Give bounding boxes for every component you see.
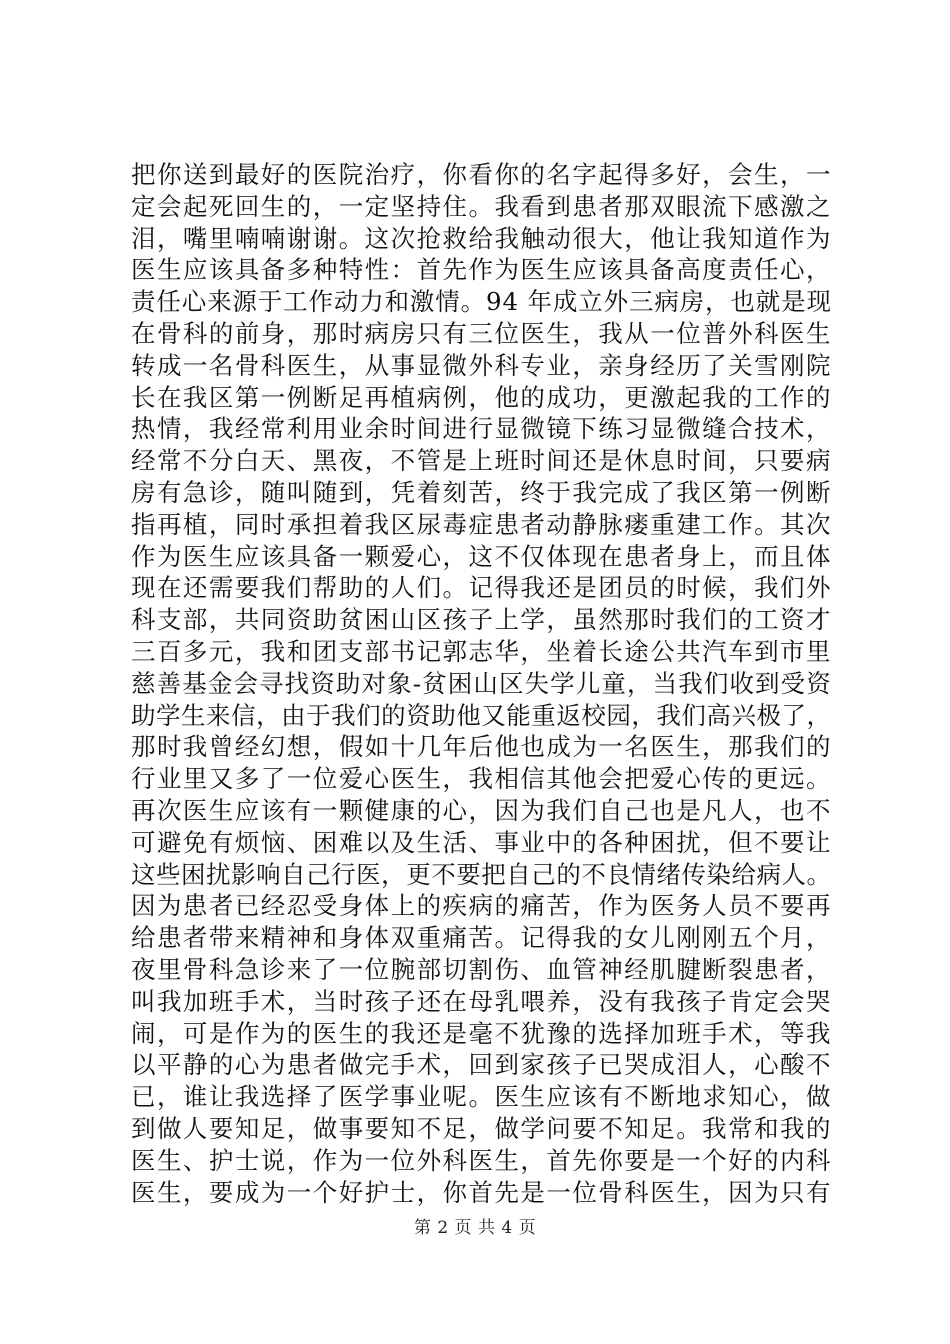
text-line: 把你送到最好的医院治疗，你看你的名字起得多好，会生，一 <box>131 160 832 189</box>
text-line: 闹，可是作为的医生的我还是毫不犹豫的选择加班手术，等我 <box>131 1018 832 1048</box>
text-line: 给患者带来精神和身体双重痛苦。记得我的女儿刚刚五个月， <box>131 923 832 953</box>
page-number-footer: 第 2 页 共 4 页 <box>413 1218 537 1238</box>
text-line: 热情，我经常利用业余时间进行显微镜下练习显微缝合技术， <box>131 414 832 444</box>
text-line: 科支部，共同资助贫困山区孩子上学，虽然那时我们的工资才 <box>131 605 832 635</box>
text-line: 行业里又多了一位爱心医生，我相信其他会把爱心传的更远。 <box>131 764 832 794</box>
text-line: 可避免有烦恼、困难以及生活、事业中的各种困扰，但不要让 <box>131 827 832 857</box>
text-line: 因为患者已经忍受身体上的疾病的痛苦，作为医务人员不要再 <box>131 891 832 921</box>
body-paragraph <box>131 159 831 1208</box>
text-line: 在骨科的前身，那时病房只有三位医生，我从一位普外科医生 <box>131 318 832 348</box>
text-line: 现在还需要我们帮助的人们。记得我还是团员的时候，我们外 <box>131 573 832 603</box>
text-line: 慈善基金会寻找资助对象-贫困山区失学儿童，当我们收到受资 <box>131 668 832 698</box>
text-line: 指再植，同时承担着我区尿毒症患者动静脉瘘重建工作。其次 <box>131 509 832 539</box>
text-line: 作为医生应该具备一颗爱心，这不仅体现在患者身上，而且体 <box>131 541 832 571</box>
text-line: 到做人要知足，做事要知不足，做学问要不知足。我常和我的 <box>131 1113 832 1143</box>
text-line: 夜里骨科急诊来了一位腕部切割伤、血管神经肌腱断裂患者， <box>131 954 832 984</box>
text-line: 助学生来信，由于我们的资助他又能重返校园，我们高兴极了， <box>131 700 832 730</box>
text-line: 责任心来源于工作动力和激情。94 年成立外三病房，也就是现 <box>131 287 832 317</box>
text-line: 三百多元，我和团支部书记郭志华，坐着长途公共汽车到市里 <box>131 636 832 666</box>
text-line: 房有急诊，随叫随到，凭着刻苦，终于我完成了我区第一例断 <box>131 477 832 507</box>
text-line: 那时我曾经幻想，假如十几年后他也成为一名医生，那我们的 <box>131 732 832 762</box>
text-line: 已，谁让我选择了医学事业呢。医生应该有不断地求知心，做 <box>131 1082 832 1112</box>
text-line: 泪，嘴里喃喃谢谢。这次抢救给我触动很大，他让我知道作为 <box>131 223 832 253</box>
text-line: 叫我加班手术，当时孩子还在母乳喂养，没有我孩子肯定会哭 <box>131 986 832 1016</box>
text-line: 长在我区第一例断足再植病例，他的成功，更激起我的工作的 <box>131 382 832 412</box>
text-line: 医生应该具备多种特性：首先作为医生应该具备高度责任心， <box>131 255 832 285</box>
text-line: 再次医生应该有一颗健康的心，因为我们自己也是凡人，也不 <box>131 795 832 825</box>
text-line: 以平静的心为患者做完手术，回到家孩子已哭成泪人，心酸不 <box>131 1050 832 1080</box>
text-line: 这些困扰影响自己行医，更不要把自己的不良情绪传染给病人。 <box>131 859 832 889</box>
text-line: 经常不分白天、黑夜，不管是上班时间还是休息时间，只要病 <box>131 446 832 476</box>
text-line: 医生，要成为一个好护士，你首先是一位骨科医生，因为只有 <box>131 1177 832 1207</box>
text-line: 医生、护士说，作为一位外科医生，首先你要是一个好的内科 <box>131 1145 832 1175</box>
text-line: 转成一名骨科医生，从事显微外科专业，亲身经历了关雪刚院 <box>131 350 832 380</box>
text-line: 定会起死回生的，一定坚持住。我看到患者那双眼流下感激之 <box>131 191 832 221</box>
